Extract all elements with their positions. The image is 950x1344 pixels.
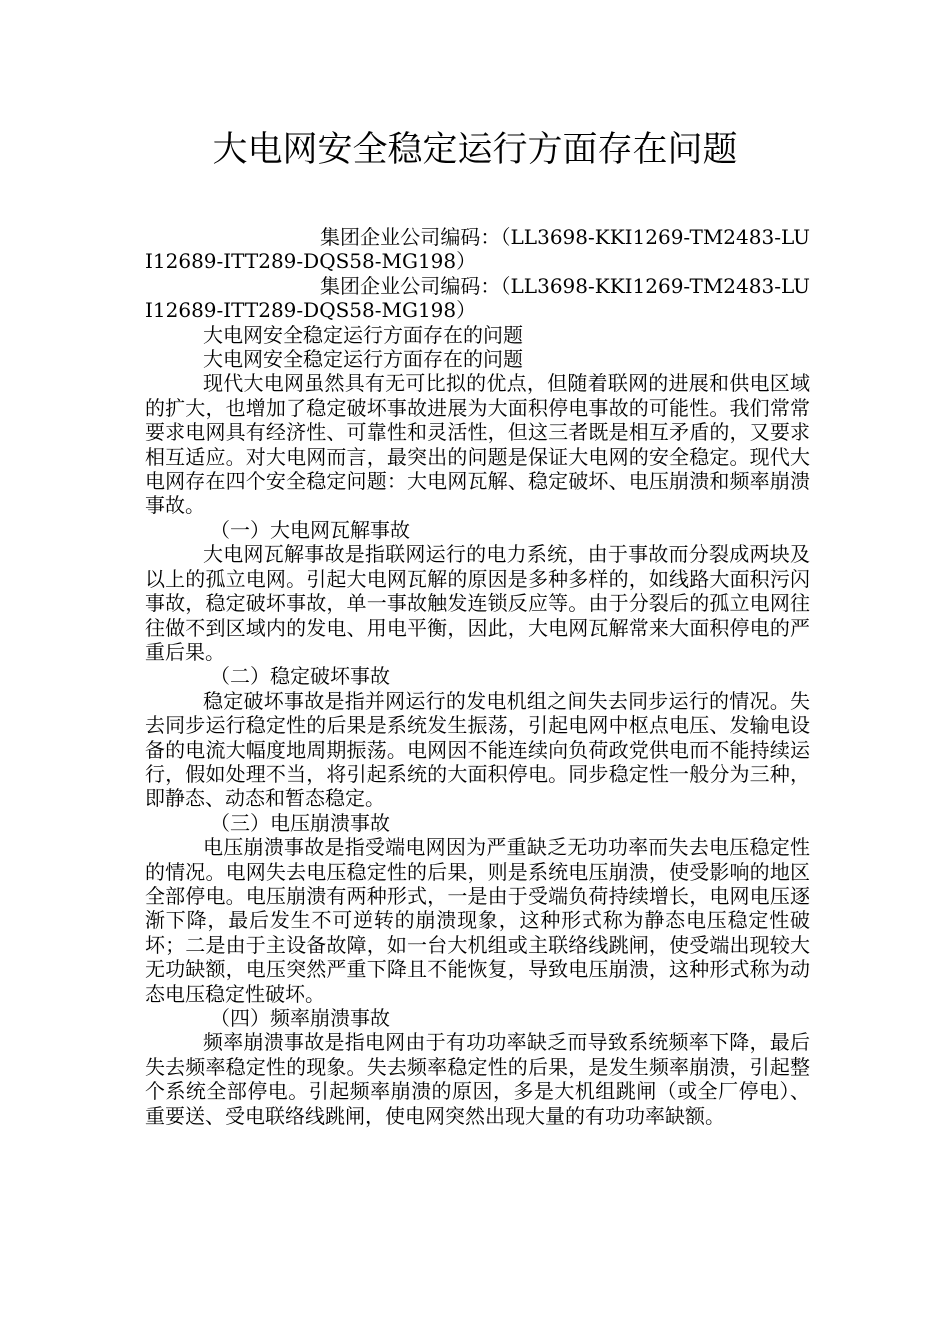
page-title: 大电网安全稳定运行方面存在问题 bbox=[212, 130, 738, 170]
body-paragraph: 现代大电网虽然具有无可比拟的优点，但随着联网的进展和供电区域的扩大，也增加了稳定破坏事故进展为大面积停电事故的可能性。我们常常要求电网具有经济性、可靠性和灵活性，但这三者既是相互矛盾的，又要求相互适应。对大电网而言，最突出的问题是保证大电网的安全稳定。现代大电网存在四个安全稳定问题：大电网瓦解、稳定破坏、电压崩溃和频率崩溃事故。 bbox=[145, 371, 810, 518]
body-paragraph: 大电网安全稳定运行方面存在的问题 bbox=[203, 322, 523, 347]
section-heading: （二）稳定破坏事故 bbox=[210, 664, 390, 689]
section-heading: （一）大电网瓦解事故 bbox=[210, 517, 410, 542]
body-paragraph: 大电网瓦解事故是指联网运行的电力系统，由于事故而分裂成两块及以上的孤立电网。引起大电网瓦解的原因是多种多样的，如线路大面积污闪事故，稳定破坏事故，单一事故触发连锁反应等。由于分裂后的孤立电网往往做不到区域内的发电、用电平衡，因此，大电网瓦解常来大面积停电的严重后果。 bbox=[145, 542, 810, 664]
section-heading: （三）电压崩溃事故 bbox=[210, 810, 390, 835]
body-paragraph: 大电网安全稳定运行方面存在的问题 bbox=[203, 347, 523, 372]
body-paragraph: 稳定破坏事故是指并网运行的发电机组之间失去同步运行的情况。失去同步运行稳定性的后果是系统发生振荡，引起电网中枢点电压、发输电设备的电流大幅度地周期振荡。电网因不能连续向负荷政党供电而不能持续运行，假如处理不当，将引起系统的大面积停电。同步稳定性一般分为三种，即静态、动态和暂态稳定。 bbox=[145, 688, 810, 811]
body-paragraph: 电压崩溃事故是指受端电网因为严重缺乏无功功率而失去电压稳定性的情况。电网失去电压稳定性的后果，则是系统电压崩溃，使受影响的地区全部停电。电压崩溃有两种形式，一是由于受端负荷持续增长，电网电压逐渐下降，最后发生不可逆转的崩溃现象，这种形式称为静态电压稳定性破坏；二是由于主设备故障，如一台大机组或主联络线跳闸，使受端出现较大无功缺额，电压突然严重下降且不能恢复，导致电压崩溃，这种形式称为动态电压稳定性破坏。 bbox=[145, 835, 810, 1006]
document-body bbox=[145, 225, 810, 1128]
company-code-line: 集团企业公司编码：（LL3698-KKI1269-TM2483-LUI12689-ITT289-DQS58-MG198） bbox=[145, 225, 810, 274]
section-heading: （四）频率崩溃事故 bbox=[210, 1006, 390, 1030]
company-code-line: 集团企业公司编码：（LL3698-KKI1269-TM2483-LUI12689-ITT289-DQS58-MG198） bbox=[145, 273, 810, 323]
body-paragraph: 频率崩溃事故是指电网由于有功功率缺乏而导致系统频率下降，最后失去频率稳定性的现象。失去频率稳定性的后果，是发生频率崩溃，引起整个系统全部停电。引起频率崩溃的原因，多是大机组跳闸（或全厂停电）、重要送、受电联络线跳闸，使电网突然出现大量的有功功率缺额。 bbox=[145, 1030, 810, 1128]
